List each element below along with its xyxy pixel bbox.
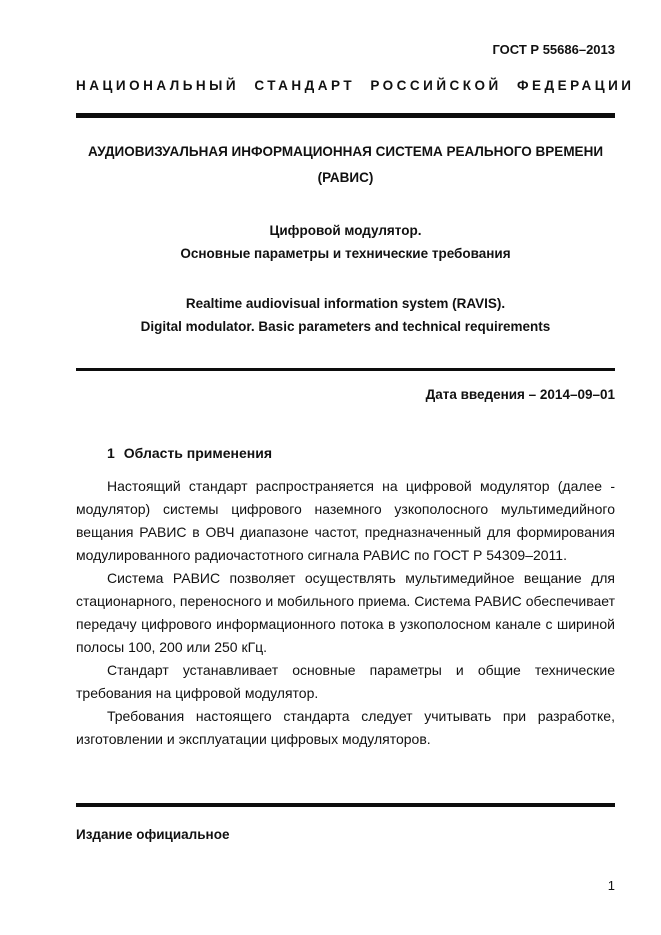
mid-rule — [76, 368, 615, 371]
section-heading — [76, 445, 615, 462]
introduction-date: Дата введения – 2014–09–01 — [425, 387, 615, 402]
title-english — [76, 292, 615, 338]
section-number: 1 — [107, 445, 115, 461]
title-english-line2: Digital modulator. Basic parameters and technical requirements — [140, 319, 551, 334]
section-title: Область применения — [123, 445, 273, 461]
subtitle-russian — [76, 219, 615, 265]
page-content — [76, 0, 635, 751]
page-number: 1 — [607, 878, 615, 893]
title-russian-line2: (РАВИС) — [317, 170, 374, 185]
standard-code: ГОСТ Р 55686–2013 — [492, 42, 615, 57]
official-edition-label: Издание официальное — [76, 827, 230, 842]
paragraph: Система РАВИС позволяет осуществлять мультимедийное вещание для стационарного, переносного и мобильного приема. Система РАВИС обеспечивает передачу цифрового информационного потока в узкополосном канале с шириной полосы 100, 200 или 250 кГц. — [76, 570, 615, 655]
section-body — [76, 475, 615, 751]
paragraph: Требования настоящего стандарта следует учитывать при разработке, изготовлении и эксплуатации цифровых модуляторов. — [76, 708, 615, 747]
title-english-line1: Realtime audiovisual information system (RAVIS). — [185, 296, 506, 311]
title-russian — [76, 139, 615, 191]
subtitle-russian-line1: Цифровой модулятор. — [269, 223, 422, 238]
title-russian-line1: АУДИОВИЗУАЛЬНАЯ ИНФОРМАЦИОННАЯ СИСТЕМА РЕАЛЬНОГО ВРЕМЕНИ — [87, 144, 604, 159]
paragraph: Стандарт устанавливает основные параметры и общие технические требования на цифровой модулятор. — [76, 662, 615, 701]
paragraph: Настоящий стандарт распространяется на цифровой модулятор (далее - модулятор) системы цифрового наземного узкополосного мультимедийного вещания РАВИС в ОВЧ диапазоне частот, предназначенный для формирования модулированного радиочастотного сигнала РАВИС по ГОСТ Р 54309–2011. — [76, 478, 615, 563]
subtitle-russian-line2: Основные параметры и технические требования — [180, 246, 511, 261]
footer-rule — [76, 803, 615, 807]
standard-type-heading: НАЦИОНАЛЬНЫЙ СТАНДАРТ РОССИЙСКОЙ ФЕДЕРАЦИИ — [76, 78, 635, 93]
top-rule — [76, 113, 615, 118]
